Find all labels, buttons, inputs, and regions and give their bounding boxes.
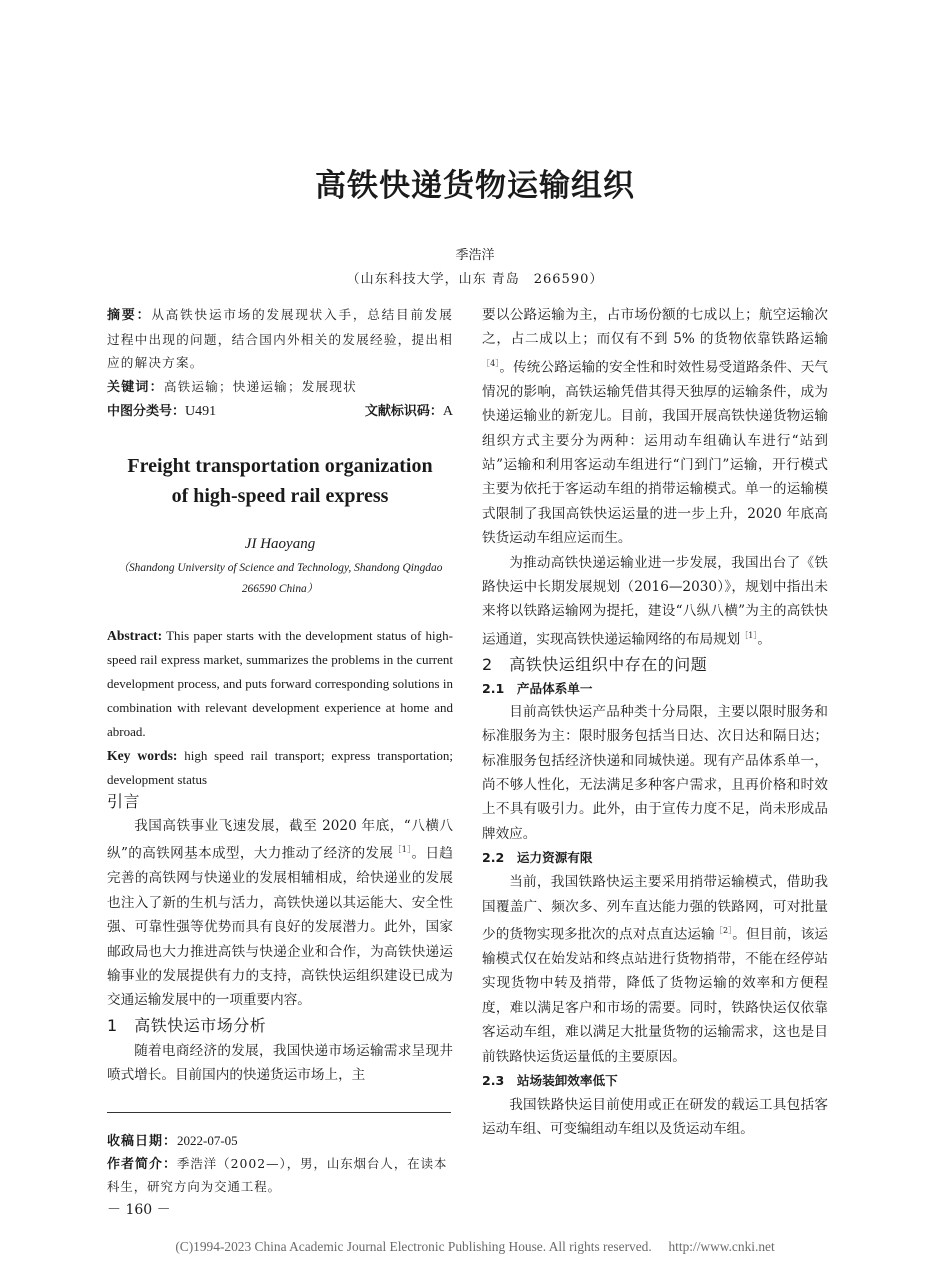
section1-p2-text-a: 为推动高铁快递运输业进一步发展，我国出台了《铁路快运中长期发展规划（2016—2030）》，规划中指出未来将以铁路运输网为提托，建设“八纵八横”为主的高铁快运通道，实现高铁快递运输网络的布局规划	[482, 554, 828, 648]
english-title-line1: Freight transportation organization	[127, 455, 433, 477]
classification-label: 中图分类号：	[107, 404, 186, 419]
abstract-cn	[107, 303, 453, 424]
intro-ref: ［1］	[393, 845, 412, 855]
section1-text-a: 要以公路运输为主，占市场份额的七成以上；航空运输次之，占二成以上；而仅有不到 5% 的货物依靠铁路运输	[482, 307, 828, 348]
section1-number: 1	[107, 1015, 118, 1035]
section2-2-text-a: 当前，我国铁路快运主要采用捎带运输模式，借助我国覆盖广、频次多、列车直达能力强的铁路网，可对批量少的货物实现多批次的点对点直达运输	[482, 874, 828, 943]
keywords-en-label: Key words:	[107, 748, 178, 763]
left-body	[107, 790, 453, 1088]
english-title	[107, 452, 453, 511]
section1-title: 高铁快运市场分析	[134, 1015, 267, 1035]
keywords-cn-label: 关键词：	[107, 379, 164, 395]
section2-heading	[482, 652, 828, 678]
section2-1-heading	[482, 678, 828, 700]
section2-1-paragraph: 目前高铁快运产品种类十分局限，主要以限时服务和标准服务为主：限时服务包括当日达、次日达和隔日达；标准服务包括经济快递和同城快递。现有产品体系单一，尚不够人性化，无法满足多种客户需求，且再价格和时效上不具有吸引力。此外，由于宣传力度不足，尚未形成品牌效应。	[482, 703, 828, 842]
section1-paragraph-2	[482, 551, 828, 652]
abstract-en-label: Abstract:	[107, 628, 163, 643]
section2-2-title: 运力资源有限	[516, 850, 593, 866]
section1-ref-4: ［4］	[482, 358, 500, 368]
keywords-en-text: high speed rail transport; express transportation; development status	[107, 748, 454, 787]
section1-heading	[107, 1013, 453, 1039]
doc-code-label: 文献标识码：	[364, 404, 443, 419]
bio-label: 作者简介：	[107, 1157, 178, 1172]
section2-2-number: 2.2	[482, 850, 505, 866]
intro-text-b: 。日趋完善的高铁网与快递业的发展相辅相成，给快递业的发展也注入了新的生机与活力，高铁快递以其运能大、安全性强、可靠性强等优势而具有良好的发展潜力。此外，国家邮政局也大力推进高铁与快递企业和合作，为高铁快递运输事业的发展提供有力的支持，高铁快运组织建设已成为交通运输发展中的一项重要内容。	[107, 845, 454, 1009]
page-title: 高铁快递货物运输组织	[315, 168, 635, 204]
section1-paragraph-right	[482, 303, 828, 551]
section1-p2-text-b: 。	[757, 631, 771, 648]
affiliation-en-line2: 266590 China）	[241, 583, 319, 595]
section2-number: 2	[482, 654, 493, 674]
author-name-en: JI Haoyang	[244, 536, 316, 552]
footnote	[107, 1130, 453, 1198]
section2-2-text-b: 。但目前，该运输模式仅在始发站和终点站进行货物捎带，不能在经停站实现货物中转及捎带，降低了货物运输的效率和方便程度，难以满足客户和市场的需要。同时，铁路快运仅依靠客运动车组，难以满足大批量货物的运输需求，这也是目前铁路快运货运量低的主要原因。	[482, 926, 829, 1065]
classification-value: U491	[185, 404, 217, 419]
bio-text: 季浩洋（2002—），男，山东烟台人，在读本科生，研究方向为交通工程。	[107, 1156, 448, 1194]
section2-1-title: 产品体系单一	[516, 680, 593, 696]
copyright-notice: (C)1994-2023 China Academic Journal Electronic Publishing House. All rights reserved. http://www.cnki.net	[175, 1239, 775, 1254]
intro-paragraph	[107, 814, 453, 1013]
section2-2-paragraph	[482, 870, 828, 1069]
affiliation-cn: （山东科技大学，山东 青岛 266590）	[346, 272, 604, 287]
section2-2-ref: ［2］	[714, 926, 733, 935]
abstract-cn-label: 摘要：	[107, 308, 152, 323]
abstract-en-text: This paper starts with the development status of high-speed rail express market, summarizes the problems in the current development process, and puts forward corresponding solutions in combination with relevant development experience at home and abroad.	[107, 628, 453, 739]
section2-title: 高铁快运组织中存在的问题	[509, 654, 708, 674]
received-date: 2022-07-05	[177, 1133, 238, 1148]
section1-ref-1: ［1］	[740, 630, 758, 640]
footnote-divider	[107, 1112, 451, 1113]
abstract-cn-text: 从高铁快运市场的发展现状入手，总结目前发展过程中出现的问题，结合国内外相关的发展经验，提出相应的解决方案。	[107, 307, 453, 370]
intro-heading: 引言	[107, 792, 141, 811]
section2-3-title: 站场装卸效率低下	[516, 1072, 618, 1088]
section1-text-b: 。传统公路运输的安全性和时效性易受道路条件、天气情况的影响，高铁运输凭借其得天独厚的运输条件，成为快递运输业的新宠儿。目前，我国开展高铁快递货物运输组织方式主要分为两种：运用动车组确认车进行“站到站”运输和利用客运动车组进行“门到门”运输，开行模式主要为依托于客运动车组的捎带运输模式。单一的运输模式限制了我国高铁快运运量的进一步上升，2020 年底高铁货运动车组应运而生。	[482, 359, 829, 547]
page-number: － 160 －	[107, 1202, 171, 1218]
affiliation-en-line1: （Shandong University of Science and Technology, Shandong Qingdao	[117, 562, 443, 574]
abstract-en	[107, 624, 453, 792]
author-name-cn: 季浩洋	[455, 248, 495, 263]
right-body	[482, 303, 828, 1142]
received-label: 收稿日期：	[107, 1134, 178, 1149]
section2-3-paragraph: 我国铁路快运目前使用或正在研发的载运工具包括客运动车组、可变编组动车组以及货运动车组。	[482, 1096, 828, 1138]
intro-text-a: 我国高铁事业飞速发展，截至 2020 年底，“八横八纵”的高铁网基本成型，大力推动了经济的发展	[107, 818, 453, 862]
section2-3-number: 2.3	[482, 1072, 505, 1088]
section2-1-number: 2.1	[482, 680, 505, 696]
section2-2-heading	[482, 846, 828, 870]
keywords-cn-text: 高铁运输；快递运输；发展现状	[163, 378, 357, 394]
doc-code-value: A	[442, 404, 453, 419]
english-title-line2: of high-speed rail express	[171, 484, 389, 507]
affiliation-en	[107, 558, 453, 600]
section2-3-heading	[482, 1069, 828, 1093]
section1-paragraph-left: 随着电商经济的发展，我国快递市场运输需求呈现井喷式增长。目前国内的快递货运市场上，主	[107, 1042, 453, 1084]
